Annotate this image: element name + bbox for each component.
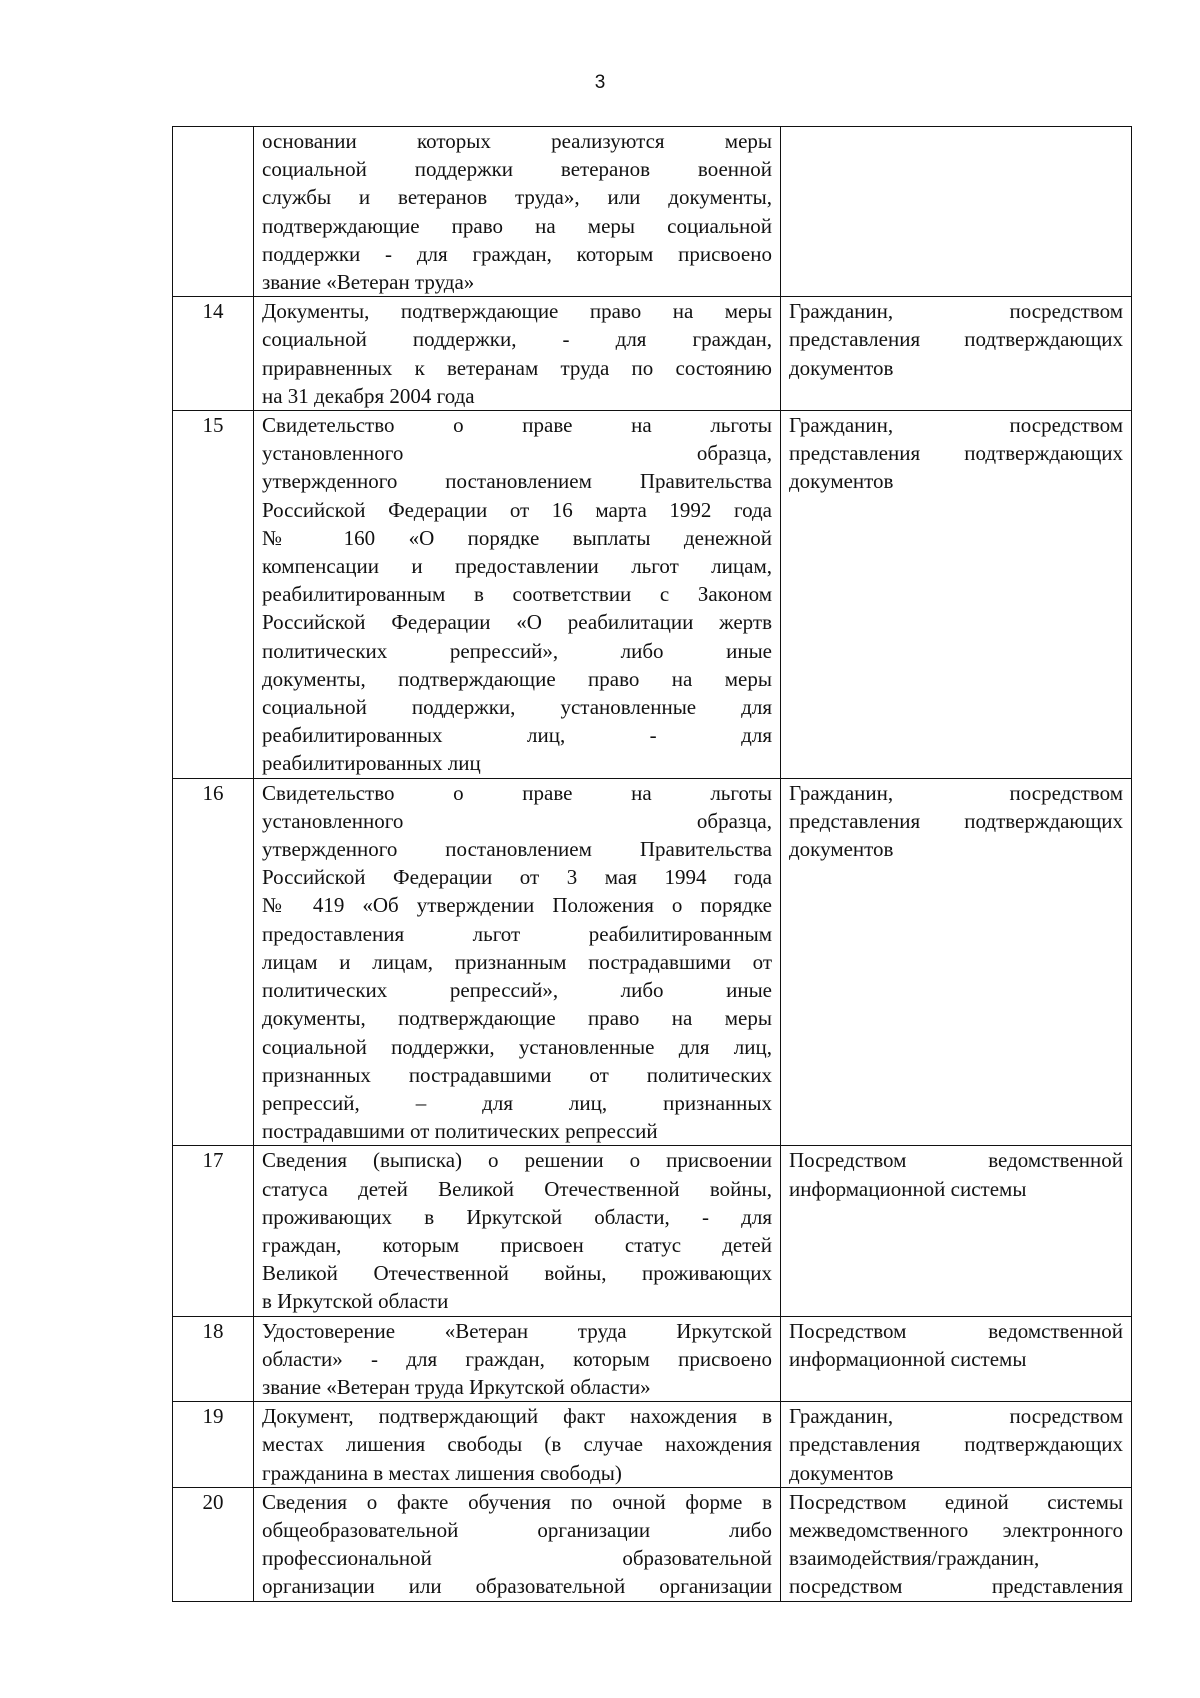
text-line: Российской Федерации от 16 марта 1992 года [262, 497, 772, 522]
document-description-cell [254, 411, 781, 779]
text-line: представления подтверждающих [789, 441, 1123, 466]
text-line: документов [789, 355, 894, 380]
text-line: информационной системы [789, 1176, 1027, 1201]
text-line: профессиональной образовательной [262, 1546, 772, 1571]
text-line: установленного образца, [262, 441, 772, 466]
text-line: в Иркутской области [262, 1289, 449, 1314]
text-line: звание «Ветеран труда Иркутской области» [262, 1374, 651, 1399]
submission-method-cell [781, 1402, 1132, 1488]
document-description-cell [254, 1316, 781, 1402]
submission-method-cell [781, 411, 1132, 779]
table-row [173, 127, 1132, 297]
text-line: Гражданин, посредством [789, 299, 1123, 324]
text-line: Документы, подтверждающие право на меры [262, 299, 772, 324]
row-number-cell [173, 127, 254, 297]
text-line: Гражданин, посредством [789, 413, 1123, 438]
text-line: представления подтверждающих [789, 327, 1123, 352]
documents-table-body [173, 127, 1132, 1602]
row-number-cell: 18 [173, 1316, 254, 1402]
documents-table [172, 126, 1132, 1602]
text-line: Гражданин, посредством [789, 780, 1123, 805]
submission-method-cell [781, 297, 1132, 411]
text-line: реабилитированных лиц, - для [262, 723, 772, 748]
row-number-cell: 17 [173, 1146, 254, 1316]
text-line: реабилитированным в соответствии с Законом [262, 582, 772, 607]
table-row [173, 411, 1132, 779]
text-line: социальной поддержки, установленные для лиц, [262, 1034, 772, 1059]
text-line: Посредством ведомственной [789, 1318, 1123, 1343]
text-line: подтверждающие право на меры социальной [262, 213, 772, 238]
submission-method-cell [781, 1146, 1132, 1316]
text-line: Гражданин, посредством [789, 1404, 1123, 1429]
text-line: социальной поддержки, установленные для [262, 695, 772, 720]
text-line: поддержки - для граждан, которым присвоено [262, 241, 772, 266]
text-line: документы, подтверждающие право на меры [262, 1006, 772, 1031]
text-line: посредством представления [789, 1574, 1123, 1599]
text-line: утвержденного постановлением Правительства [262, 469, 772, 494]
text-line: Удостоверение «Ветеран труда Иркутской [262, 1318, 772, 1343]
text-line: основании которых реализуются меры [262, 129, 772, 153]
text-line: компенсации и предоставлении льгот лицам, [262, 554, 772, 579]
text-line: социальной поддержки ветеранов военной [262, 157, 772, 182]
text-line: утвержденного постановлением Правительства [262, 837, 772, 862]
text-line: местах лишения свободы (в случае нахождения [262, 1432, 772, 1457]
text-line: социальной поддержки, - для граждан, [262, 327, 772, 352]
table-row [173, 1487, 1132, 1601]
text-line: политических репрессий», либо иные [262, 978, 772, 1003]
row-number-cell: 20 [173, 1487, 254, 1601]
document-description-cell [254, 1402, 781, 1488]
row-number-cell: 14 [173, 297, 254, 411]
table-row [173, 778, 1132, 1146]
document-description-cell [254, 127, 781, 297]
row-number-cell: 15 [173, 411, 254, 779]
row-number-cell: 16 [173, 778, 254, 1146]
text-line: области» - для граждан, которым присвоено [262, 1346, 772, 1371]
text-line: проживающих в Иркутской области, - для [262, 1204, 772, 1229]
text-line: приравненных к ветеранам труда по состоянию [262, 355, 772, 380]
page-number: 3 [594, 72, 606, 93]
table-row [173, 1316, 1132, 1402]
text-line: пострадавшими от политических репрессий [262, 1119, 658, 1144]
text-line: граждан, которым присвоен статус детей [262, 1232, 772, 1257]
text-line: лицам и лицам, признанным пострадавшими от [262, 949, 772, 974]
submission-method-cell [781, 127, 1132, 297]
text-line: межведомственного электронного [789, 1517, 1123, 1542]
document-description-cell [254, 1146, 781, 1316]
text-line: общеобразовательной организации либо [262, 1517, 772, 1542]
text-line: репрессий, – для лиц, признанных [262, 1090, 772, 1115]
row-number-cell: 19 [173, 1402, 254, 1488]
text-line: № 419 «Об утверждении Положения о порядке [262, 893, 772, 918]
submission-method-cell [781, 778, 1132, 1146]
submission-method-cell [781, 1487, 1132, 1601]
text-line: установленного образца, [262, 808, 772, 833]
table-row [173, 1146, 1132, 1316]
document-description-cell [254, 297, 781, 411]
document-description-cell [254, 778, 781, 1146]
text-line: политических репрессий», либо иные [262, 638, 772, 663]
text-line: Посредством единой системы [789, 1489, 1123, 1514]
text-line: документов [789, 1460, 894, 1485]
text-line: взаимодействия/гражданин, [789, 1546, 1040, 1571]
text-line: признанных пострадавшими от политических [262, 1062, 772, 1087]
text-line: № 160 «О порядке выплаты денежной [262, 525, 772, 550]
text-line: статуса детей Великой Отечественной войны, [262, 1176, 772, 1201]
text-line: на 31 декабря 2004 года [262, 383, 475, 408]
text-line: Сведения о факте обучения по очной форме в [262, 1489, 772, 1514]
submission-method-cell [781, 1316, 1132, 1402]
text-line: организации или образовательной организации [262, 1574, 772, 1599]
text-line: звание «Ветеран труда» [262, 270, 475, 295]
text-line: реабилитированных лиц [262, 751, 481, 776]
text-line: документов [789, 469, 894, 494]
text-line: информационной системы [789, 1346, 1027, 1371]
text-line: Российской Федерации «О реабилитации жертв [262, 610, 772, 635]
text-line: Документ, подтверждающий факт нахождения в [262, 1404, 772, 1429]
text-line: Свидетельство о праве на льготы [262, 780, 772, 805]
document-description-cell [254, 1487, 781, 1601]
text-line: службы и ветеранов труда», или документы, [262, 185, 772, 210]
text-line: Посредством ведомственной [789, 1148, 1123, 1173]
text-line: документов [789, 837, 894, 862]
table-row [173, 1402, 1132, 1488]
text-line: Великой Отечественной войны, проживающих [262, 1261, 772, 1286]
text-line: Свидетельство о праве на льготы [262, 413, 772, 438]
text-line: представления подтверждающих [789, 1432, 1123, 1457]
text-line: представления подтверждающих [789, 808, 1123, 833]
table-row [173, 297, 1132, 411]
text-line: Сведения (выписка) о решении о присвоении [262, 1148, 772, 1173]
text-line: гражданина в местах лишения свободы) [262, 1460, 622, 1485]
text-line: Российской Федерации от 3 мая 1994 года [262, 865, 772, 890]
text-line: документы, подтверждающие право на меры [262, 666, 772, 691]
text-line: предоставления льгот реабилитированным [262, 921, 772, 946]
